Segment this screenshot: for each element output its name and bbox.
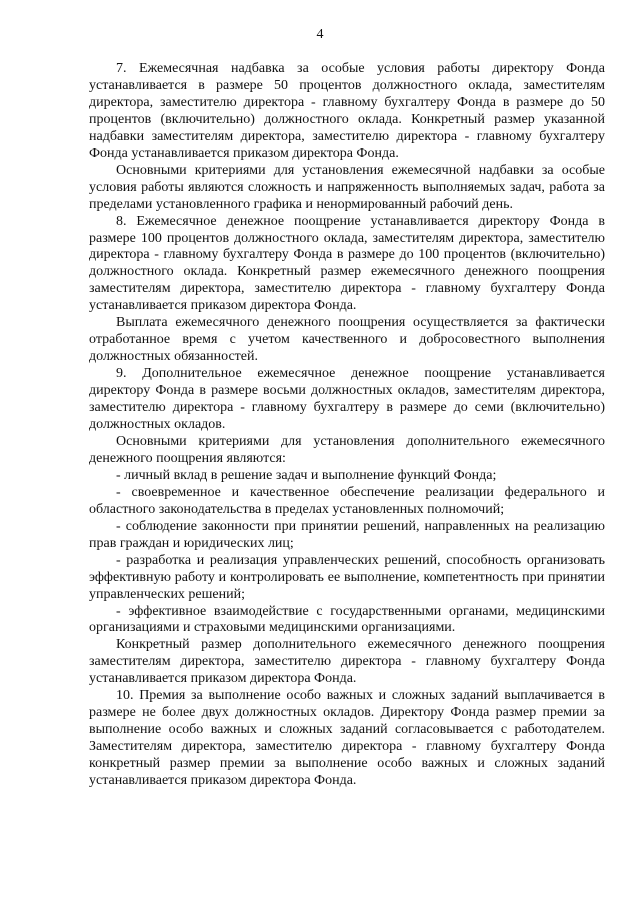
list-item-criterion: - эффективное взаимодействие с государственными органами, медицинскими организациями и страховыми медицинскими организациями. xyxy=(89,603,605,636)
paragraph-item-10: 10. Премия за выполнение особо важных и сложных заданий выплачивается в размере не более двух должностных окладов. Директору Фонда размер премии за выполнение особо важных и сложных заданий согласовывается с работодателем. Заместителям директора, заместителю директора - главному бухгалтеру Фонда конкретный размер премии за выполнение особо важных и сложных заданий устанавливается приказом директора Фонда. xyxy=(89,688,605,789)
list-item-criterion: - личный вклад в решение задач и выполнение функций Фонда; xyxy=(116,467,497,483)
document-body xyxy=(89,61,605,790)
list-item-criterion: - своевременное и качественное обеспечение реализации федерального и областного законодательства в пределах установленных полномочий; xyxy=(89,484,605,517)
paragraph-criteria-allowance: Основными критериями для установления ежемесячной надбавки за особые условия работы являются сложность и напряженность выполняемых задач, работа за пределами установленного графика и ненормированный рабочий день. xyxy=(89,162,605,212)
paragraph-additional-amount: Конкретный размер дополнительного ежемесячного денежного поощрения заместителям директора, заместителю директора - главному бухгалтеру Фонда устанавливается приказом директора Фонда. xyxy=(89,637,605,687)
paragraph-item-9: 9. Дополнительное ежемесячное денежное поощрение устанавливается директору Фонда в размере восьми должностных окладов, заместителям директора, заместителю директора - главному бухгалтеру в размере до семи (включительно) должностных окладов. xyxy=(89,366,605,433)
paragraph-item-8: 8. Ежемесячное денежное поощрение устанавливается директору Фонда в размере 100 процентов должностного оклада, заместителям директора, заместителю директора - главному бухгалтеру Фонда в размере до 100 процентов (включительно) должностного оклада. Конкретный размер ежемесячного денежного поощрения заместителям директора, заместителю директора - главному бухгалтеру Фонда устанавливается приказом директора Фонда. xyxy=(89,213,605,314)
paragraph-criteria-intro: Основными критериями для установления дополнительного ежемесячного денежного поощрения являются: xyxy=(89,433,605,466)
page-number: 4 xyxy=(316,27,324,42)
paragraph-item-7: 7. Ежемесячная надбавка за особые условия работы директору Фонда устанавливается в размере 50 процентов должностного оклада, заместителям директора, заместителю директора - главному бухгалтеру Фонда в размере до 50 процентов (включительно) должностного оклада. Конкретный размер указанной надбавки заместителям директора, заместителю директора - главному бухгалтеру Фонда устанавливается приказом директора Фонда. xyxy=(89,61,605,161)
list-item-criterion: - разработка и реализация управленческих решений, способность организовать эффективную работу и контролировать ее выполнение, компетентность при принятии управленческих решений; xyxy=(89,552,605,602)
paragraph-payment-conditions: Выплата ежемесячного денежного поощрения осуществляется за фактически отработанное время с учетом качественного и добросовестного выполнения должностных обязанностей. xyxy=(89,315,605,365)
list-item-criterion: - соблюдение законности при принятии решений, направленных на реализацию прав граждан и юридических лиц; xyxy=(89,518,605,551)
